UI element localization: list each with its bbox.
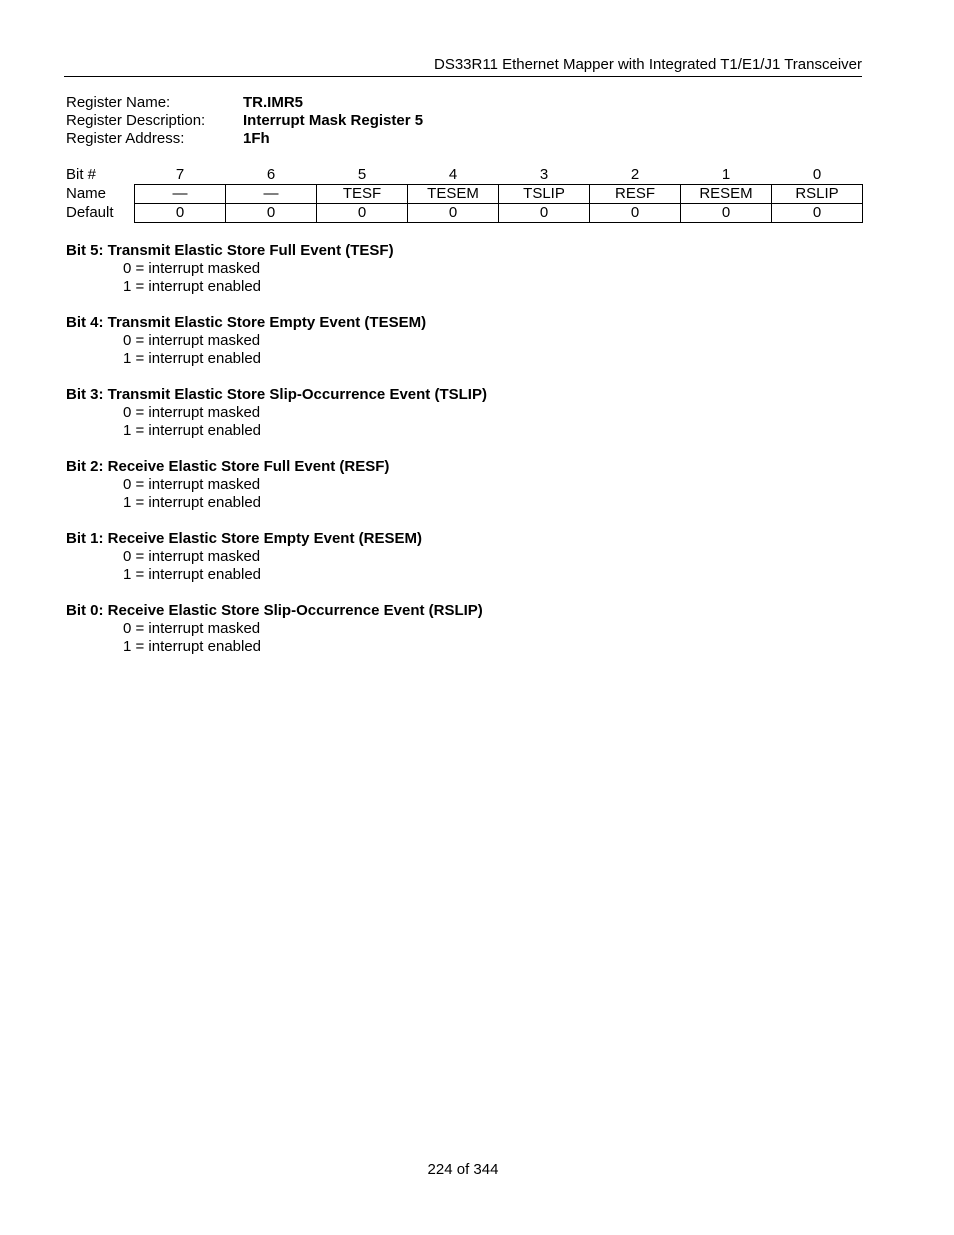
bit-default-cell: 0 bbox=[317, 204, 408, 223]
bit-default-cell: 0 bbox=[590, 204, 681, 223]
bit-description-title: Bit 5: Transmit Elastic Store Full Event (TESF) bbox=[66, 242, 394, 259]
bit-description-tslip bbox=[66, 386, 862, 440]
bit-name-cell: — bbox=[135, 185, 226, 204]
bit-description-tesem bbox=[66, 314, 862, 368]
bit-name-cell: RESF bbox=[590, 185, 681, 204]
bit-option: 1 = interrupt enabled bbox=[123, 278, 262, 295]
bit-option: 1 = interrupt enabled bbox=[123, 638, 262, 655]
bit-option: 0 = interrupt masked bbox=[123, 548, 261, 565]
bit-number-label: Bit # bbox=[66, 166, 97, 184]
page-header bbox=[64, 55, 862, 77]
bit-name-cell: — bbox=[226, 185, 317, 204]
page-footer bbox=[0, 1160, 926, 1179]
bit-name-cell: RESEM bbox=[681, 185, 772, 204]
bit-default-cell: 0 bbox=[135, 204, 226, 223]
register-info bbox=[66, 94, 423, 148]
bit-name-cell: TSLIP bbox=[499, 185, 590, 204]
bit-option: 0 = interrupt masked bbox=[123, 476, 261, 493]
bit-description-title: Bit 3: Transmit Elastic Store Slip-Occurrence Event (TSLIP) bbox=[66, 386, 487, 403]
bit-default-label: Default bbox=[66, 204, 114, 221]
bit-number-cell: 7 bbox=[175, 166, 185, 183]
register-description-value: Interrupt Mask Register 5 bbox=[243, 112, 424, 129]
bit-default-cell: 0 bbox=[499, 204, 590, 223]
bit-number-cell: 3 bbox=[539, 166, 549, 183]
register-name-label: Register Name: bbox=[66, 94, 171, 111]
bit-number-cell: 6 bbox=[266, 166, 276, 183]
page-number: 224 of 344 bbox=[427, 1161, 499, 1178]
register-address-row bbox=[66, 130, 423, 148]
bit-option: 0 = interrupt masked bbox=[123, 404, 261, 421]
bit-number-cell: 1 bbox=[721, 166, 731, 183]
bit-name-cell: TESEM bbox=[408, 185, 499, 204]
bit-default-cell: 0 bbox=[681, 204, 772, 223]
bit-default-cell: 0 bbox=[772, 204, 863, 223]
bit-option: 0 = interrupt masked bbox=[123, 620, 261, 637]
bit-description-rslip bbox=[66, 602, 862, 656]
bit-number-cell: 5 bbox=[357, 166, 367, 183]
bit-description-title: Bit 4: Transmit Elastic Store Empty Event (TESEM) bbox=[66, 314, 427, 331]
bit-description-title: Bit 2: Receive Elastic Store Full Event (RESF) bbox=[66, 458, 390, 475]
document-title: DS33R11 Ethernet Mapper with Integrated T1/E1/J1 Transceiver bbox=[433, 56, 862, 73]
bit-table bbox=[66, 166, 863, 223]
bit-description-resem bbox=[66, 530, 862, 584]
bit-default-row bbox=[66, 204, 863, 223]
register-description-row bbox=[66, 112, 423, 130]
bit-number-cell: 0 bbox=[812, 166, 822, 183]
register-description-label: Register Description: bbox=[66, 112, 206, 129]
bit-number-cell: 2 bbox=[630, 166, 640, 183]
bit-option: 0 = interrupt masked bbox=[123, 260, 261, 277]
register-name-row bbox=[66, 94, 423, 112]
register-address-value: 1Fh bbox=[243, 130, 270, 147]
register-name-value: TR.IMR5 bbox=[243, 94, 303, 111]
register-address-label: Register Address: bbox=[66, 130, 185, 147]
bit-description-title: Bit 0: Receive Elastic Store Slip-Occurrence Event (RSLIP) bbox=[66, 602, 483, 619]
bit-name-cell: RSLIP bbox=[772, 185, 863, 204]
bit-descriptions bbox=[66, 242, 862, 674]
bit-number-row bbox=[66, 166, 863, 185]
bit-description-resf bbox=[66, 458, 862, 512]
bit-name-cell: TESF bbox=[317, 185, 408, 204]
bit-option: 0 = interrupt masked bbox=[123, 332, 261, 349]
bit-default-cell: 0 bbox=[226, 204, 317, 223]
bit-description-tesf bbox=[66, 242, 862, 296]
bit-name-row bbox=[66, 185, 863, 204]
bit-option: 1 = interrupt enabled bbox=[123, 350, 262, 367]
bit-option: 1 = interrupt enabled bbox=[123, 422, 262, 439]
bit-number-cell: 4 bbox=[448, 166, 458, 183]
bit-option: 1 = interrupt enabled bbox=[123, 494, 262, 511]
bit-default-cell: 0 bbox=[408, 204, 499, 223]
bit-option: 1 = interrupt enabled bbox=[123, 566, 262, 583]
bit-name-label: Name bbox=[66, 185, 107, 202]
bit-description-title: Bit 1: Receive Elastic Store Empty Event (RESEM) bbox=[66, 530, 422, 547]
